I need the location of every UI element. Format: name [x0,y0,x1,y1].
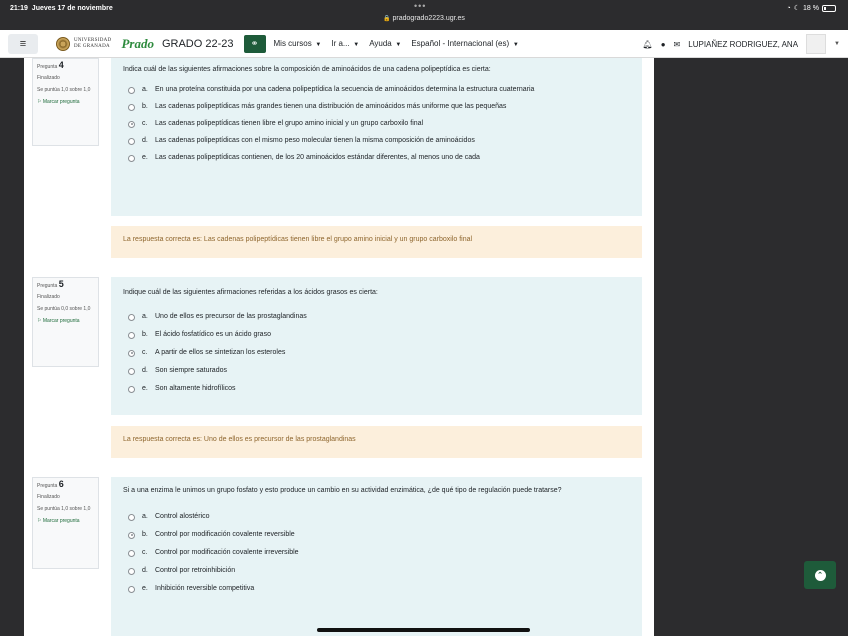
answer-option[interactable]: a. En una proteína constituida por una cadena polipeptídica la secuencia de aminoácidos determina la estructura cuaternaria [123,85,630,95]
radio-button[interactable] [128,550,135,557]
answer-option[interactable]: d. Son siempre saturados [123,366,630,376]
question-grade: Se puntúa 1,0 sobre 1,0 [37,87,91,93]
radio-button[interactable] [128,138,135,145]
question-formulation [111,58,642,216]
ugr-seal-icon [56,37,70,51]
main-menu [274,39,519,48]
question-info [32,277,99,367]
lock-icon: 🔒 [383,16,391,22]
radio-button[interactable] [128,104,135,111]
hamburger-icon: ≡ [19,37,27,50]
answer-option[interactable]: c. A partir de ellos se sintetizan los esteroles [123,348,630,358]
flag-icon: ⚐ [37,318,42,324]
address-url: pradogrado2223.ugr.es [392,15,465,22]
menu-toggle-button[interactable] [8,34,38,54]
user-area [643,34,840,54]
ugr-logo[interactable] [56,37,111,51]
question-info [32,477,99,569]
radio-button-selected[interactable] [128,350,135,357]
answer-option[interactable]: c. Control por modificación covalente irreversible [123,548,630,558]
battery-percent: 18 % [803,4,819,12]
correct-answer-feedback: La respuesta correcta es: Las cadenas polipeptídicas tienen libre el grupo amino inicial y un grupo carboxilo final [111,226,642,258]
flag-question-link[interactable]: ⚐ Marcar pregunta [37,99,80,105]
answer-option[interactable]: e. Son altamente hidrofílicos [123,384,630,394]
avatar[interactable] [806,34,826,54]
radio-button-selected[interactable] [128,121,135,128]
menu-item-ayuda[interactable]: Ayuda ▼ [369,39,402,48]
caret-down-icon[interactable]: ▼ [834,41,840,47]
question-number: Pregunta 4 [37,60,64,70]
moon-icon: ☾ [793,5,801,12]
radio-button[interactable] [128,386,135,393]
home-indicator[interactable] [317,628,530,632]
ios-status-bar [0,0,848,30]
caret-down-icon: ▼ [393,42,402,48]
top-navbar [0,30,848,58]
caret-down-icon: ▼ [351,42,360,48]
radio-button[interactable] [128,514,135,521]
caret-down-icon: ▼ [511,42,519,48]
flag-question-link[interactable]: ⚐ Marcar pregunta [37,518,80,524]
radio-button[interactable] [128,87,135,94]
back-to-top-button[interactable] [804,561,836,589]
question-info [32,58,99,146]
radio-button[interactable] [128,368,135,375]
answer-option[interactable]: d. Las cadenas polipeptídicas con el mismo peso molecular tienen la misma composición de aminoácidos [123,136,630,146]
address-bar[interactable] [0,15,848,22]
question-text: Si a una enzima le unimos un grupo fosfato y esto produce un cambio en su actividad enzimática, ¿de qué tipo de regulación puede tratarse? [123,487,562,494]
radio-button[interactable] [128,568,135,575]
radio-button[interactable] [128,332,135,339]
question-formulation [111,477,642,636]
chat-icon[interactable]: ● [660,39,666,49]
site-name[interactable]: GRADO 22-23 [161,37,234,50]
question-text: Indica cuál de las siguientes afirmaciones sobre la composición de aminoácidos de una cadena polipeptídica es cierta: [123,66,491,73]
status-time: 21:19 Jueves 17 de noviembre [10,5,113,12]
language-menu[interactable]: Español - Internacional (es) ▼ [411,39,519,48]
flag-icon: ⚐ [37,99,42,105]
question-grade: Se puntúa 0,0 sobre 1,0 [37,306,91,312]
tab-dots-icon[interactable]: ••• [414,1,427,11]
envelope-icon[interactable]: ✉ [673,39,681,49]
status-indicators [787,4,836,12]
correct-answer-feedback: La respuesta correcta es: Uno de ellos es precursor de las prostaglandinas [111,426,642,458]
answer-option[interactable]: b. Control por modificación covalente reversible [123,530,630,540]
answer-option[interactable]: b. Las cadenas polipeptídicas más grandes tienen una distribución de aminoácidos más uniforme que las pequeñas [123,102,630,112]
question-state: Finalizado [37,75,60,81]
radio-button[interactable] [128,314,135,321]
battery-icon [822,5,836,12]
arrow-up-icon: ⌃ [815,570,826,581]
radio-button[interactable] [128,586,135,593]
user-name[interactable]: LUPIAÑEZ RODRIGUEZ, ANA [688,39,799,49]
menu-item-ir-a[interactable]: Ir a... ▼ [331,39,360,48]
wifi-icon: ◔ [786,4,791,12]
menu-item-mis-cursos[interactable]: Mis cursos ▼ [273,39,322,48]
answer-option[interactable]: c. Las cadenas polipeptídicas tienen libre el grupo amino inicial y un grupo carboxilo final [123,119,630,129]
answer-option[interactable]: b. El ácido fosfatídico es un ácido graso [123,330,630,340]
answer-option[interactable]: e. Inhibición reversible competitiva [123,584,630,594]
course-index-button[interactable] [244,35,266,53]
question-number: Pregunta 5 [37,279,64,289]
flag-icon: ⚐ [37,518,42,524]
question-grade: Se puntúa 1,0 sobre 1,0 [37,506,91,512]
question-number: Pregunta 6 [37,479,64,489]
radio-button[interactable] [128,155,135,162]
question-state: Finalizado [37,494,60,500]
ugr-logo-text: UNIVERSIDAD DE GRANADA [74,37,112,49]
answer-option[interactable]: a. Uno de ellos es precursor de las prostaglandinas [123,312,630,322]
answer-option[interactable]: e. Las cadenas polipeptídicas contienen, de los 20 aminoácidos estándar diferentes, al menos uno de cada [123,153,630,163]
flag-question-link[interactable]: ⚐ Marcar pregunta [37,318,80,324]
question-text: Indique cuál de las siguientes afirmaciones referidas a los ácidos grasos es cierta: [123,289,378,296]
caret-down-icon: ▼ [313,42,322,48]
bell-icon[interactable]: 🔔︎ [642,39,653,49]
share-nodes-icon: ⚭ [250,38,259,48]
answer-option[interactable]: d. Control por retroinhibición [123,566,630,576]
radio-button-selected[interactable] [128,532,135,539]
prado-logo[interactable]: Prado [121,35,154,51]
answer-option[interactable]: a. Control alostérico [123,512,630,522]
question-state: Finalizado [37,294,60,300]
quiz-review-content [24,58,654,636]
question-formulation [111,277,642,415]
